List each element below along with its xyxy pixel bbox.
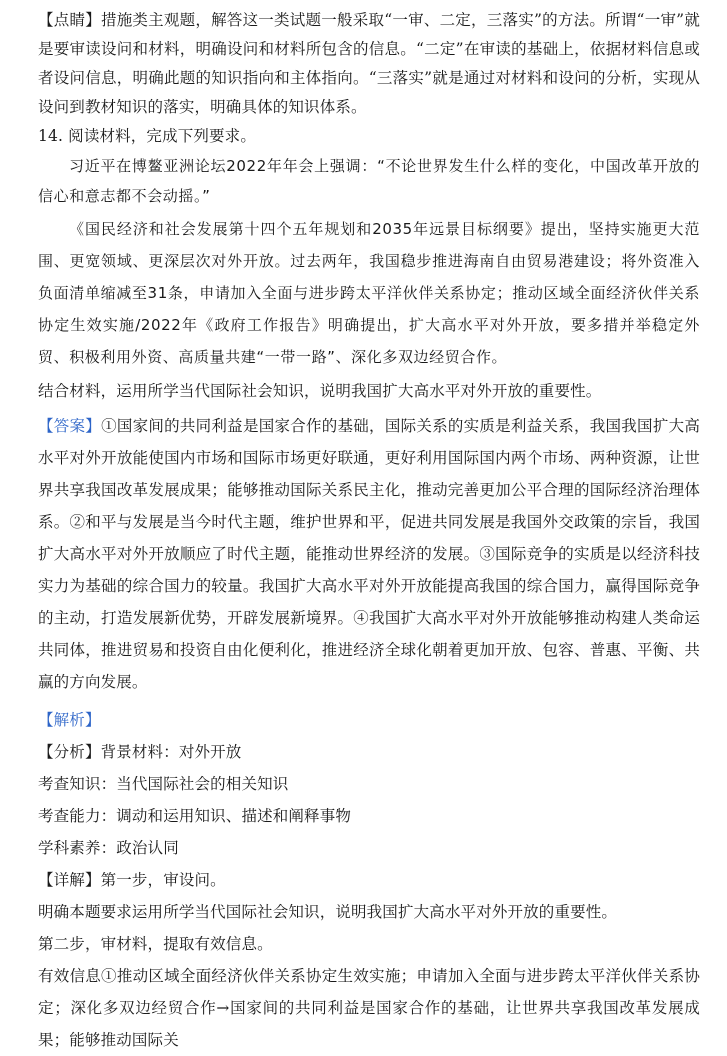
analysis-knowledge: 考查知识：当代国际社会的相关知识 [38, 775, 289, 793]
tip-text: 措施类主观题，解答这一类试题一般采取“一审、二定，三落实”的方法。所谓“一审”就是要审读设问和材料，明确设问和材料所包含的信息。“二定”在审读的基础上，依据材料信息或者设问信息，明确此题的知识指向和主体指向。“三落实”就是通过对材料和设问的分析，实现从设问到教材知识的落实，明确具体的知识体系。 [38, 11, 700, 116]
detail-tag: 【详解】 [38, 871, 101, 889]
question-number-line: 14. 阅读材料，完成下列要求。 [38, 127, 256, 145]
answer-paragraph [38, 410, 700, 698]
analysis-tag: 【解析】 [38, 711, 101, 729]
material-quote: 习近平在博鳌亚洲论坛2022年年会上强调：“不论世界发生什么样的变化，中国改革开放的信心和意志都不会动摇。” [38, 157, 700, 205]
analysis-literacy: 学科素养：政治认同 [38, 839, 179, 857]
detail-step1 [38, 864, 700, 896]
detail-step1-text: 明确本题要求运用所学当代国际社会知识，说明我国扩大高水平对外开放的重要性。 [38, 903, 618, 921]
material-plan: 《国民经济和社会发展第十四个五年规划和2035年远景目标纲要》提出，坚持实施更大范围、更宽领域、更深层次对外开放。过去两年，我国稳步推进海南自由贸易港建设；将外资准入负面清单缩减至31条，申请加入全面与进步跨太平洋伙伴关系协定；推动区域全面经济伙伴关系协定生效实施/2022年《政府工作报告》明确提出，扩大高水平对外开放，要多措并举稳定外贸、积极利用外资、高质量共建“一带一路”、深化多双边经贸合作。 [38, 220, 700, 366]
question-requirement: 结合材料，运用所学当代国际社会知识，说明我国扩大高水平对外开放的重要性。 [38, 382, 602, 400]
detail-step2: 第二步，审材料，提取有效信息。 [38, 935, 273, 953]
document-page [38, 6, 700, 1056]
answer-text: ①国家间的共同利益是国家合作的基础，国际关系的实质是利益关系，我国我国扩大高水平对外开放能使国内市场和国际市场更好联通，更好利用国际国内两个市场、两种资源，让世界共享我国改革发展成果；能够推动国际关系民主化，推动完善更加公平合理的国际经济治理体系。②和平与发展是当今时代主题，维护世界和平，促进共同发展是我国外交政策的宗旨，我国扩大高水平对外开放顺应了时代主题，能推动世界经济的发展。③国际竞争的实质是以经济科技实力为基础的综合国力的较量。我国扩大高水平对外开放能提高我国的综合国力，赢得国际竞争的主动，打造发展新优势，开辟发展新境界。④我国扩大高水平对外开放能够推动构建人类命运共同体，推进贸易和投资自由化便利化，推进经济全球化朝着更加开放、包容、普惠、平衡、共赢的方向发展。 [38, 417, 700, 691]
tip-paragraph [38, 6, 700, 122]
analysis-ability: 考查能力：调动和运用知识、描述和阐释事物 [38, 807, 352, 825]
answer-tag: 【答案】 [38, 417, 102, 435]
tip-tag: 【点睛】 [38, 11, 101, 29]
analysis-fenxi [38, 736, 700, 768]
fenxi-text: 背景材料：对外开放 [100, 743, 242, 761]
detail-step1-label: 第一步，审设问。 [100, 871, 226, 889]
fenxi-tag: 【分析】 [38, 743, 101, 761]
detail-effective-info: 有效信息①推动区域全面经济伙伴关系协定生效实施；申请加入全面与进步跨太平洋伙伴关系协定；深化多双边经贸合作→国家间的共同利益是国家合作的基础，让世界共享我国改革发展成果；能够推动国际关 [38, 967, 700, 1049]
